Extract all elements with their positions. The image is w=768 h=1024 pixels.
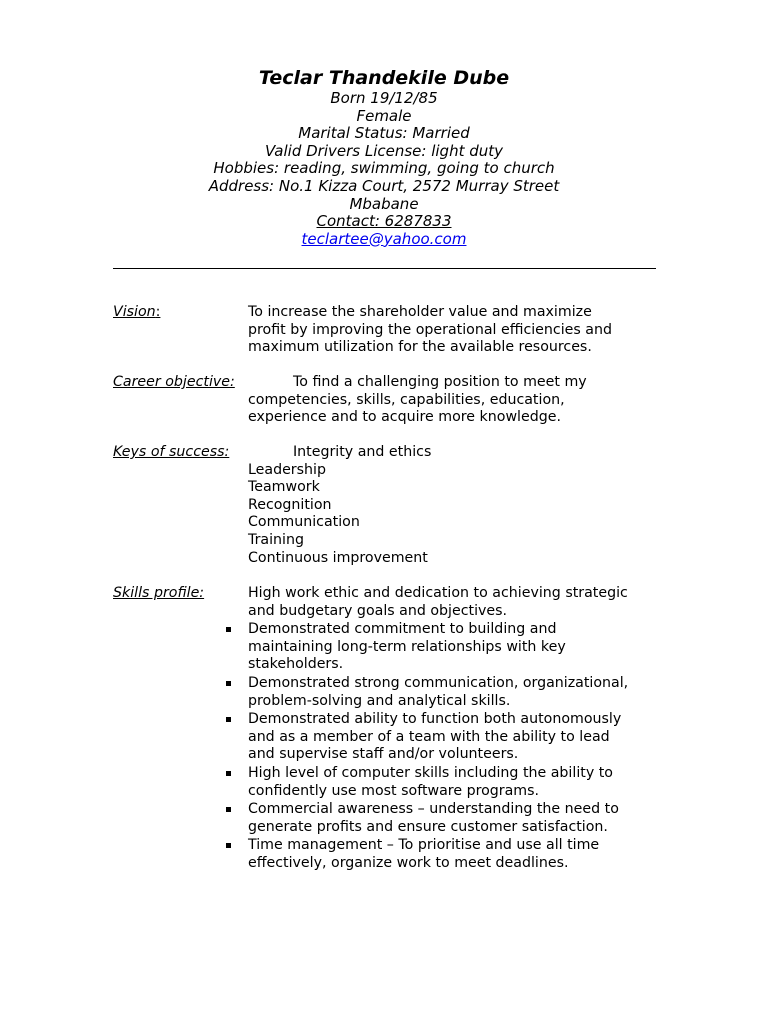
list-item: High level of computer skills including the ability to confidently use most software programs.	[248, 765, 668, 800]
address-line-1: Address: No.1 Kizza Court, 2572 Murray Street	[208, 176, 560, 195]
bullet-icon	[226, 807, 231, 812]
list-item: Demonstrated strong communication, organizational, problem-solving and analytical skills.	[248, 675, 668, 710]
career-objective-text: To find a challenging position to meet my competencies, skills, capabilities, education, experience and to acquire more knowledge.	[248, 374, 587, 426]
skills-bullet-list	[248, 621, 668, 872]
list-item: Time management – To prioritise and use all time effectively, organize work to meet deadlines.	[248, 837, 668, 872]
skills-profile-section	[113, 585, 673, 885]
hobbies: Hobbies: reading, swimming, going to church	[213, 159, 555, 178]
cv-header	[0, 66, 768, 248]
bullet-icon	[226, 771, 231, 776]
email-link[interactable]: teclartee@yahoo.com	[301, 229, 467, 248]
career-objective-label: Career objective:	[113, 374, 235, 390]
list-item: Demonstrated commitment to building and maintaining long-term relationships with key stakeholders.	[248, 621, 668, 674]
vision-text: To increase the shareholder value and maximize profit by improving the operational efficiencies and maximum utilization for the available resources.	[248, 304, 612, 356]
list-item: Leadership	[248, 461, 326, 478]
bullet-icon	[226, 843, 231, 848]
list-item: Training	[248, 531, 304, 548]
list-item: Teamwork	[248, 479, 320, 496]
header-divider	[113, 268, 656, 269]
gender: Female	[356, 106, 412, 125]
list-item: Integrity and ethics	[293, 444, 432, 460]
contact-number: Contact: 6287833	[316, 212, 452, 231]
keys-of-success-label: Keys of success:	[113, 444, 230, 460]
list-item: Continuous improvement	[248, 549, 428, 566]
marital-status: Marital Status: Married	[298, 124, 470, 143]
keys-of-success-section	[113, 444, 673, 570]
list-item: Communication	[248, 514, 360, 531]
birth-date: Born 19/12/85	[330, 89, 438, 107]
career-objective-section	[113, 374, 673, 428]
drivers-license: Valid Drivers License: light duty	[264, 141, 504, 160]
bullet-icon	[226, 681, 231, 686]
applicant-name: Teclar Thandekile Dube	[258, 67, 510, 89]
vision-label: Vision:	[113, 304, 161, 320]
bullet-icon	[226, 717, 231, 722]
list-item: Recognition	[248, 496, 332, 513]
list-item: Demonstrated ability to function both autonomously and as a member of a team with the ability to lead and supervise staff and/or volunteers.	[248, 711, 668, 764]
address-line-2: Mbabane	[349, 194, 419, 213]
vision-section	[113, 304, 673, 358]
skills-profile-content: High work ethic and dedication to achieving strategic and budgetary goals and objectives. Demonstrated commitment to building and maintaining long-term relationships with key stakeholders. Demonstrated strong communication, organizational, problem-solving and analytical skills. Demonstrated ability to function both autonomously and as a member of a team with the ability to lead and supervise staff and/or volunteers. High level of computer skills including the ability to confidently use most software programs. Commercial awareness – understanding the need to generate profits and ensure customer satisfaction. Time management – To prioritise and use all time effectively, organize work to meet deadlines.	[248, 585, 668, 873]
list-item: Commercial awareness – understanding the need to generate profits and ensure customer satisfaction.	[248, 801, 668, 836]
keys-of-success-list	[248, 444, 668, 567]
skills-profile-label: Skills profile:	[113, 585, 205, 601]
bullet-icon	[226, 627, 231, 632]
